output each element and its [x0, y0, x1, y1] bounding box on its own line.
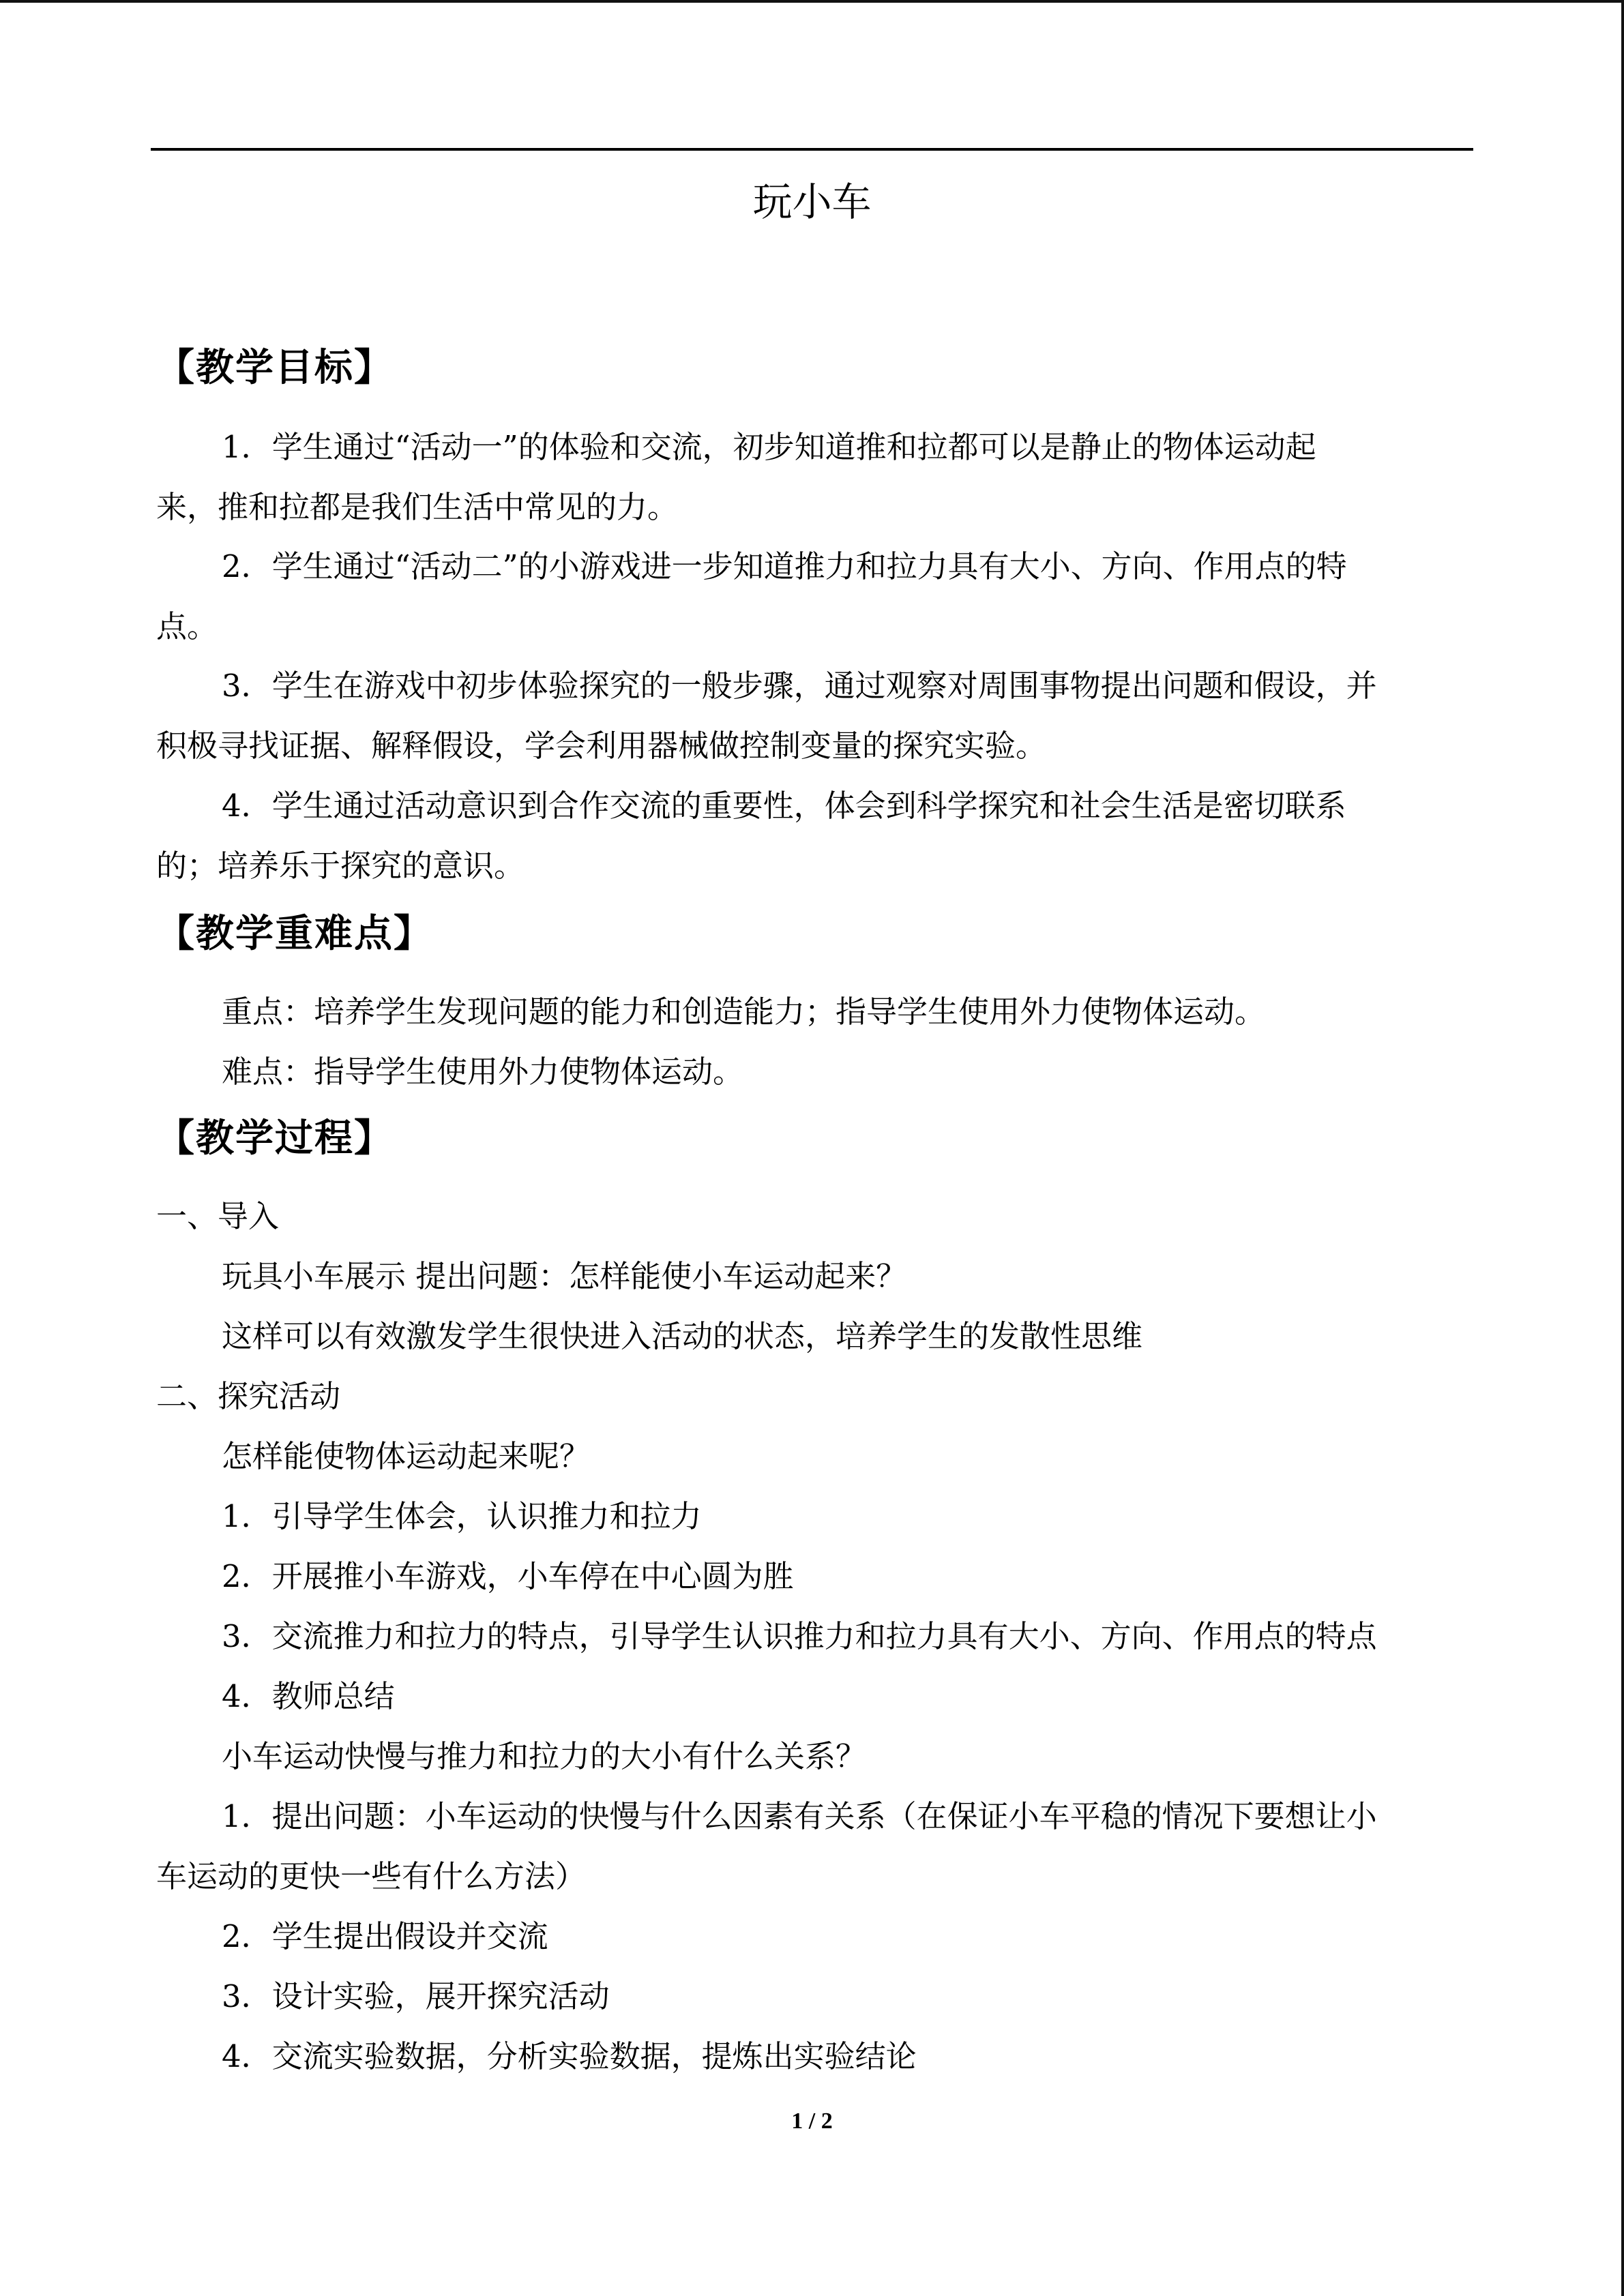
objective-line: 来，推和拉都是我们生活中常见的力。	[156, 489, 679, 525]
process-step: 4．交流实验数据，分析实验数据，提炼出实验结论	[222, 2038, 917, 2074]
header-rule	[151, 148, 1473, 151]
objective-line: 2．学生通过“活动二”的小游戏进一步知道推力和拉力具有大小、方向、作用点的特	[222, 548, 1347, 584]
difficulty-line: 难点：指导学生使用外力使物体运动。	[222, 1054, 744, 1090]
process-subheading-intro: 一、导入	[156, 1198, 280, 1234]
page-number: 1 / 2	[791, 2108, 833, 2134]
document-title: 玩小车	[752, 179, 872, 225]
process-step: 1．提出问题：小车运动的快慢与什么因素有关系（在保证小车平稳的情况下要想让小	[222, 1798, 1377, 1834]
objective-line: 4．学生通过活动意识到合作交流的重要性，体会到科学探究和社会生活是密切联系	[222, 788, 1346, 824]
process-step: 3．设计实验，展开探究活动	[222, 1978, 610, 2014]
section-heading-objectives: 【教学目标】	[156, 346, 394, 390]
process-line: 怎样能使物体运动起来呢？	[222, 1438, 591, 1474]
key-point-line: 重点：培养学生发现问题的能力和创造能力；指导学生使用外力使物体运动。	[222, 994, 1266, 1030]
process-step-continued: 车运动的更快一些有什么方法）	[156, 1858, 587, 1894]
section-heading-key-points: 【教学重难点】	[156, 912, 433, 956]
process-step: 3．交流推力和拉力的特点，引导学生认识推力和拉力具有大小、方向、作用点的特点	[222, 1618, 1377, 1654]
objective-line: 1．学生通过“活动一”的体验和交流，初步知道推和拉都可以是静止的物体运动起	[222, 429, 1316, 465]
process-step: 2．开展推小车游戏，小车停在中心圆为胜	[222, 1558, 794, 1594]
process-step: 2．学生提出假设并交流	[222, 1918, 548, 1954]
process-subheading-inquiry: 二、探究活动	[156, 1378, 341, 1414]
objective-line: 的；培养乐于探究的意识。	[156, 848, 525, 884]
objective-line: 点。	[156, 608, 218, 644]
process-line: 玩具小车展示 提出问题：怎样能使小车运动起来？	[222, 1258, 907, 1294]
process-line: 这样可以有效激发学生很快进入活动的状态，培养学生的发散性思维	[222, 1318, 1143, 1354]
process-step: 1．引导学生体会，认识推力和拉力	[222, 1498, 702, 1534]
objective-line: 积极寻找证据、解释假设，学会利用器械做控制变量的探究实验。	[156, 728, 1047, 764]
process-step: 4．教师总结	[222, 1678, 395, 1714]
process-line: 小车运动快慢与推力和拉力的大小有什么关系？	[222, 1738, 867, 1774]
objective-line: 3．学生在游戏中初步体验探究的一般步骤，通过观察对周围事物提出问题和假设，并	[222, 668, 1377, 704]
section-heading-process: 【教学过程】	[156, 1116, 394, 1161]
